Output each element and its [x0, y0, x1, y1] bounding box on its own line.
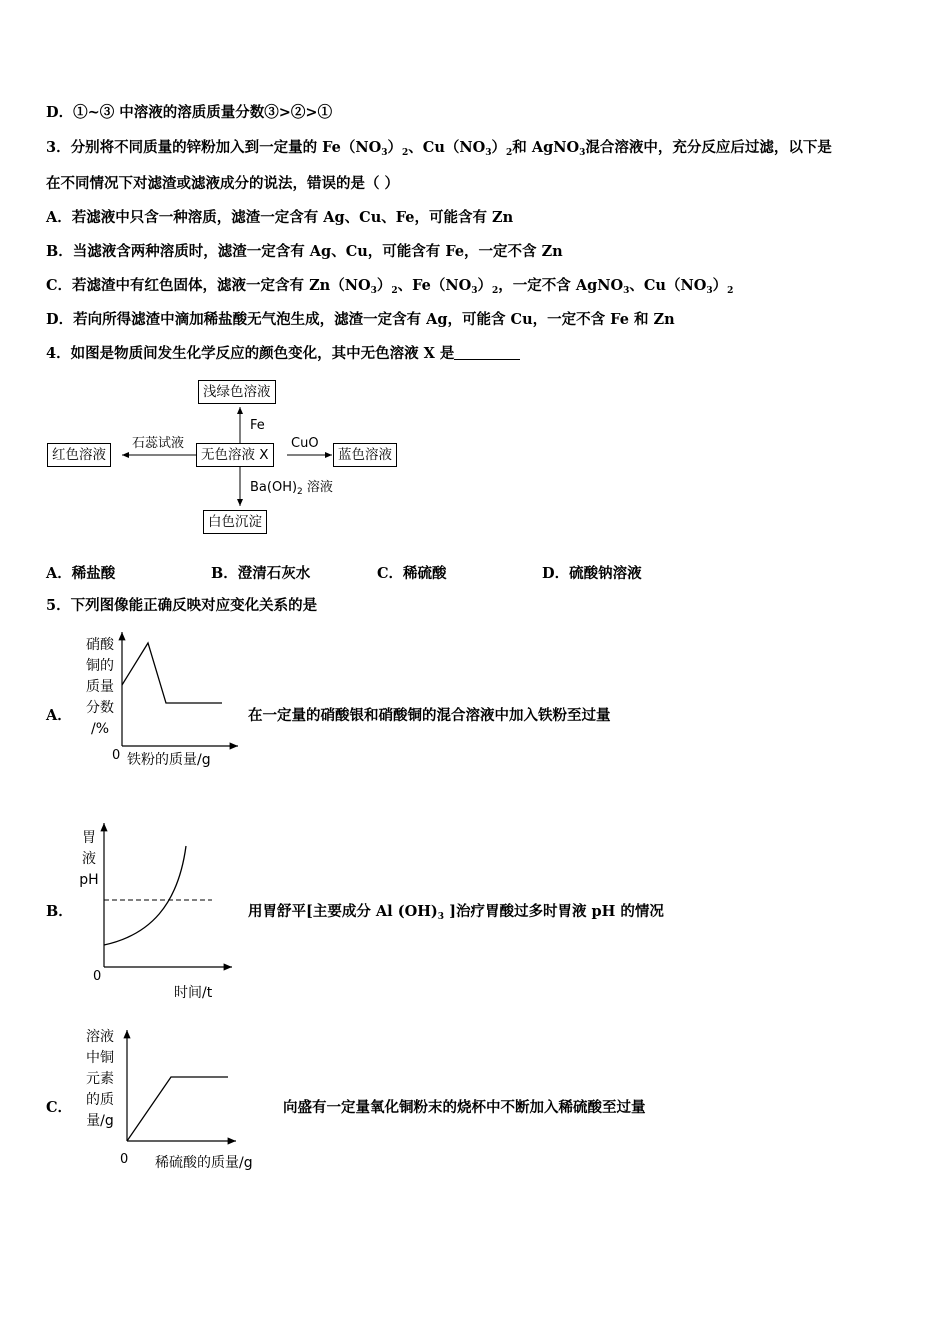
- box-white-precipitate: 白色沉淀: [203, 510, 267, 534]
- q5-c-letter: C．: [46, 1099, 73, 1116]
- q4-option-c: C．稀硫酸: [377, 565, 447, 582]
- q5-b-letter: B．: [46, 903, 73, 920]
- graph-c-origin: 0: [120, 1152, 129, 1167]
- graph-a-xlabel: 铁粉的质量/g: [127, 752, 211, 768]
- graph-a-ylabel: 硝酸 铜的 质量 分数 /%: [86, 637, 114, 737]
- q4-stem: 4．如图是物质间发生化学反应的颜色变化，其中无色溶液 X 是: [46, 344, 520, 364]
- label-baoh2: $Ba(OH)_2$ 溶液: [250, 480, 333, 497]
- label-cuo: CuO: [291, 436, 319, 451]
- q3-stem-line2: 在不同情况下对滤渣或滤液成分的说法，错误的是（ ）: [46, 175, 400, 192]
- q4-option-a: A．稀盐酸: [46, 565, 116, 582]
- box-light-green-solution: 浅绿色溶液: [198, 380, 276, 404]
- graph-b-xlabel: 时间/t: [174, 985, 213, 1001]
- graph-c-xlabel: 稀硫酸的质量/g: [155, 1155, 253, 1171]
- box-colorless-solution-x: 无色溶液 X: [196, 443, 274, 467]
- q3-option-b: B．当滤液含两种溶质时，滤渣一定含有 Ag、Cu，可能含有 Fe，一定不含 Zn: [46, 243, 563, 260]
- graph-c-ylabel: 溶液 中铜 元素 的质 量/g: [86, 1029, 114, 1129]
- q4-option-b: B．澄清石灰水: [211, 565, 311, 582]
- q3-option-a: A．若滤液中只含一种溶质，滤渣一定含有 Ag、Cu、Fe，可能含有 Zn: [46, 209, 514, 226]
- graph-a-description: 在一定量的硝酸银和硝酸铜的混合溶液中加入铁粉至过量: [248, 707, 611, 724]
- graph-b-origin: 0: [93, 969, 102, 984]
- q5-a-letter: A．: [46, 707, 72, 724]
- q3-option-d: D．若向所得滤渣中滴加稀盐酸无气泡生成，滤渣一定含有 Ag，可能含 Cu，一定不含 Fe 和 Zn: [46, 311, 675, 328]
- box-red-solution: 红色溶液: [47, 443, 111, 467]
- q3-stem-line1: 3．分别将不同质量的锌粉加入到一定量的 $Fe(NO_3)_2$、$Cu(NO_3)_2$和 AgNO$_3$混合溶液中，充分反应后过滤，以下是: [46, 139, 832, 158]
- graph-c-curve: [127, 1077, 228, 1141]
- q2-option-d: D．①~③ 中溶液的溶质质量分数③>②>①: [46, 104, 333, 121]
- graph-b-description: 用胃舒平[主要成分 Al $(OH)_3$ ]治疗胃酸过多时胃液 pH 的情况: [248, 903, 664, 922]
- q3-option-c: C．若滤渣中有红色固体，滤液一定含有 $Zn(NO_3)_2$、$Fe(NO_3)_2$，一定不含 AgNO$_3$、$Cu(NO_3)_2$: [46, 277, 734, 296]
- graph-a-origin: 0: [112, 748, 121, 763]
- q4-option-d: D．硫酸钠溶液: [542, 565, 642, 582]
- graph-c-description: 向盛有一定量氧化铜粉末的烧杯中不断加入稀硫酸至过量: [283, 1099, 646, 1116]
- label-litmus: 石蕊试液: [132, 436, 185, 451]
- graph-b-ylabel: 胃 液 pH: [79, 830, 99, 888]
- label-fe: Fe: [250, 418, 265, 433]
- q5-stem: 5．下列图像能正确反映对应变化关系的是: [46, 597, 318, 614]
- box-blue-solution: 蓝色溶液: [333, 443, 397, 467]
